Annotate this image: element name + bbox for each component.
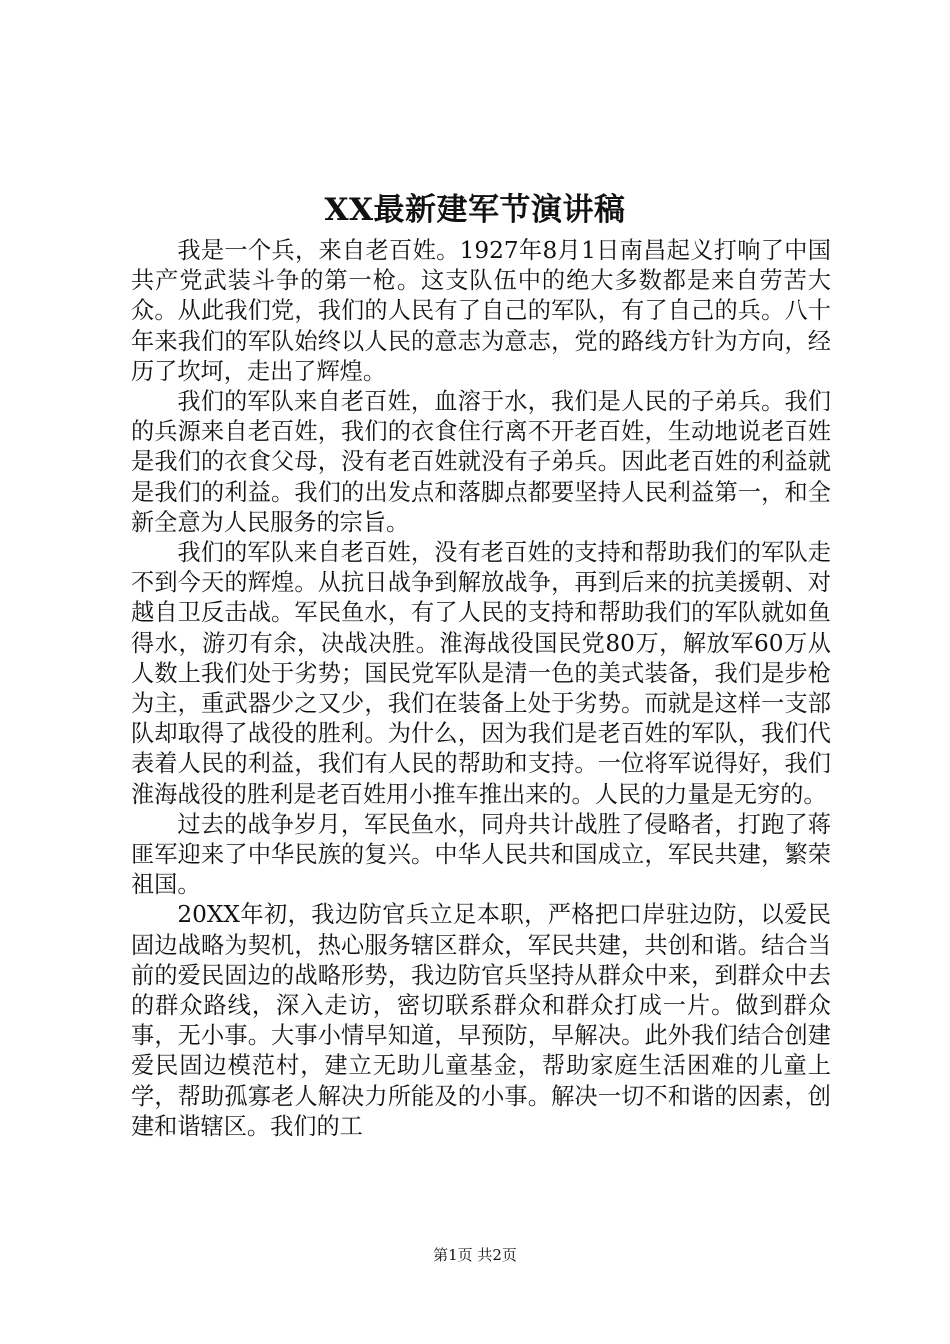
page-number-footer: 第1页 共2页: [433, 1246, 517, 1264]
paragraph-3: 我们的军队来自老百姓，没有老百姓的支持和帮助我们的军队走不到今天的辉煌。从抗日战争到解放战争，再到后来的抗美援朝、对越自卫反击战。军民鱼水，有了人民的支持和帮助我们的军队就如鱼得水，游刃有余，决战决胜。淮海战役国民党80万，解放军60万从人数上我们处于劣势；国民党军队是清一色的美式装备，我们是步枪为主，重武器少之又少，我们在装备上处于劣势。而就是这样一支部队却取得了战役的胜利。为什么，因为我们是老百姓的军队，我们代表着人民的利益，我们有人民的帮助和支持。一位将军说得好，我们淮海战役的胜利是老百姓用小推车推出来的。人民的力量是无穷的。: [131, 539, 831, 808]
paragraph-2: 我们的军队来自老百姓，血溶于水，我们是人民的子弟兵。我们的兵源来自老百姓，我们的衣食住行离不开老百姓，生动地说老百姓是我们的衣食父母，没有老百姓就没有子弟兵。因此老百姓的利益就是我们的利益。我们的出发点和落脚点都要坚持人民利益第一，和全新全意为人民服务的宗旨。: [131, 388, 831, 536]
paragraph-1: 我是一个兵，来自老百姓。1927年8月1日南昌起义打响了中国共产党武装斗争的第一枪。这支队伍中的绝大多数都是来自劳苦大众。从此我们党，我们的人民有了自己的军队，有了自己的兵。八十年来我们的军队始终以人民的意志为意志，党的路线方针为方向，经历了坎坷，走出了辉煌。: [131, 237, 831, 385]
document-body: [131, 236, 831, 1142]
paragraph-5: 20XX年初，我边防官兵立足本职，严格把口岸驻边防，以爱民固边战略为契机，热心服务辖区群众，军民共建，共创和谐。结合当前的爱民固边的战略形势，我边防官兵坚持从群众中来，到群众中去的群众路线，深入走访，密切联系群众和群众打成一片。做到群众事，无小事。大事小情早知道，早预防，早解决。此外我们结合创建爱民固边模范村，建立无助儿童基金，帮助家庭生活困难的儿童上学，帮助孤寡老人解决力所能及的小事。解决一切不和谐的因素，创建和谐辖区。我们的工: [131, 901, 831, 1140]
document-title: XX最新建军节演讲稿: [324, 192, 626, 228]
paragraph-4: 过去的战争岁月，军民鱼水，同舟共计战胜了侵略者，打跑了蒋匪军迎来了中华民族的复兴。中华人民共和国成立，军民共建，繁荣祖国。: [131, 810, 831, 899]
